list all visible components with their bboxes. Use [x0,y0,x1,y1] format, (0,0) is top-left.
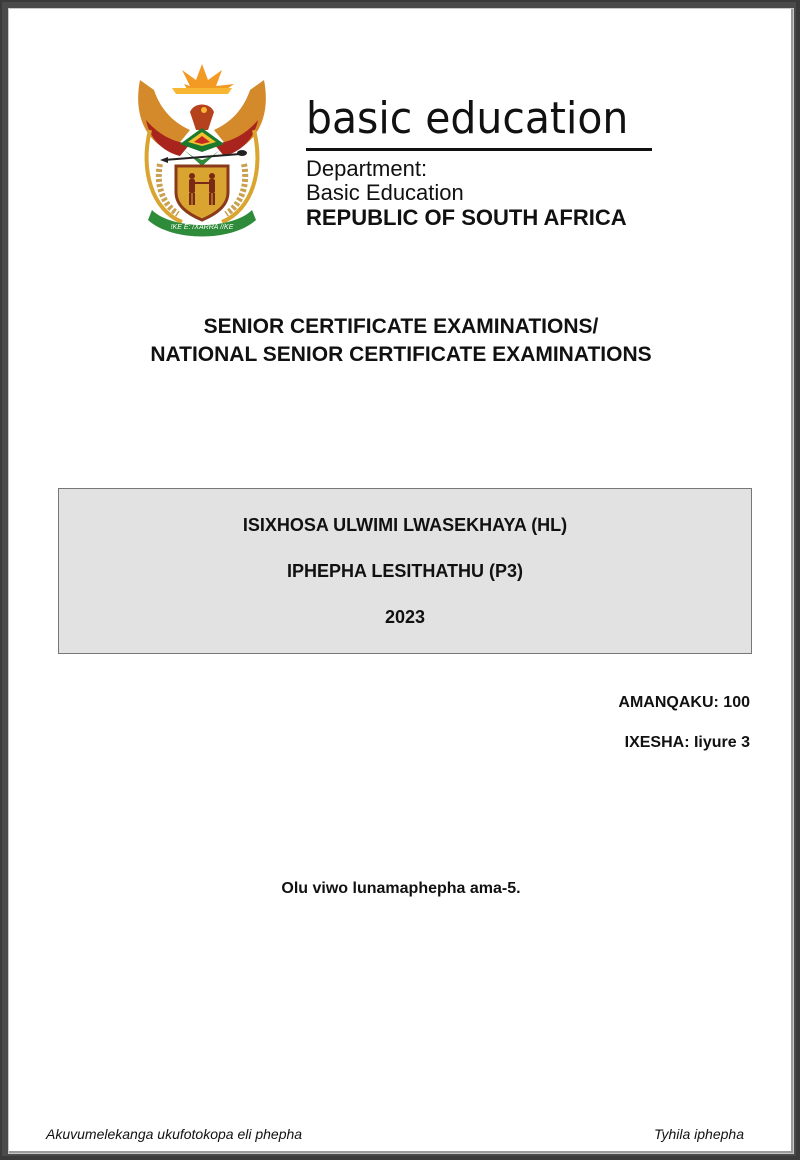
footer-copy-notice: Akuvumelekanga ukufotokopa eli phepha [46,1126,303,1142]
country-name: REPUBLIC OF SOUTH AFRICA [306,205,627,230]
brand-title: basic education [306,93,629,144]
subject-box [58,488,752,654]
footer-turn-page: Tyhila iphepha [653,1126,744,1142]
marks-label: AMANQAKU: 100 [618,694,750,711]
department-branding [306,94,656,231]
page-frame [2,2,796,1156]
svg-text:!KE E: /XARRA //KE: !KE E: /XARRA //KE [170,224,234,231]
department-label: Department: [306,156,428,181]
document-page [8,8,794,1154]
brand-divider [306,148,652,151]
department-name: Basic Education [306,180,464,205]
exam-title-line-2: NATIONAL SENIOR CERTIFICATE EXAMINATIONS [150,343,652,366]
subject-name: ISIXHOSA ULWIMI LWASEKHAYA (HL) [242,515,568,535]
pages-note: Olu viwo lunamaphepha ama-5. [281,880,521,897]
exam-title-line-1: SENIOR CERTIFICATE EXAMINATIONS/ [203,315,599,338]
exam-year: 2023 [384,607,426,627]
paper-number: IPHEPHA LESITHATHU (P3) [286,561,523,581]
coat-of-arms-icon [132,60,272,238]
time-label: IXESHA: Iiyure 3 [624,734,750,751]
